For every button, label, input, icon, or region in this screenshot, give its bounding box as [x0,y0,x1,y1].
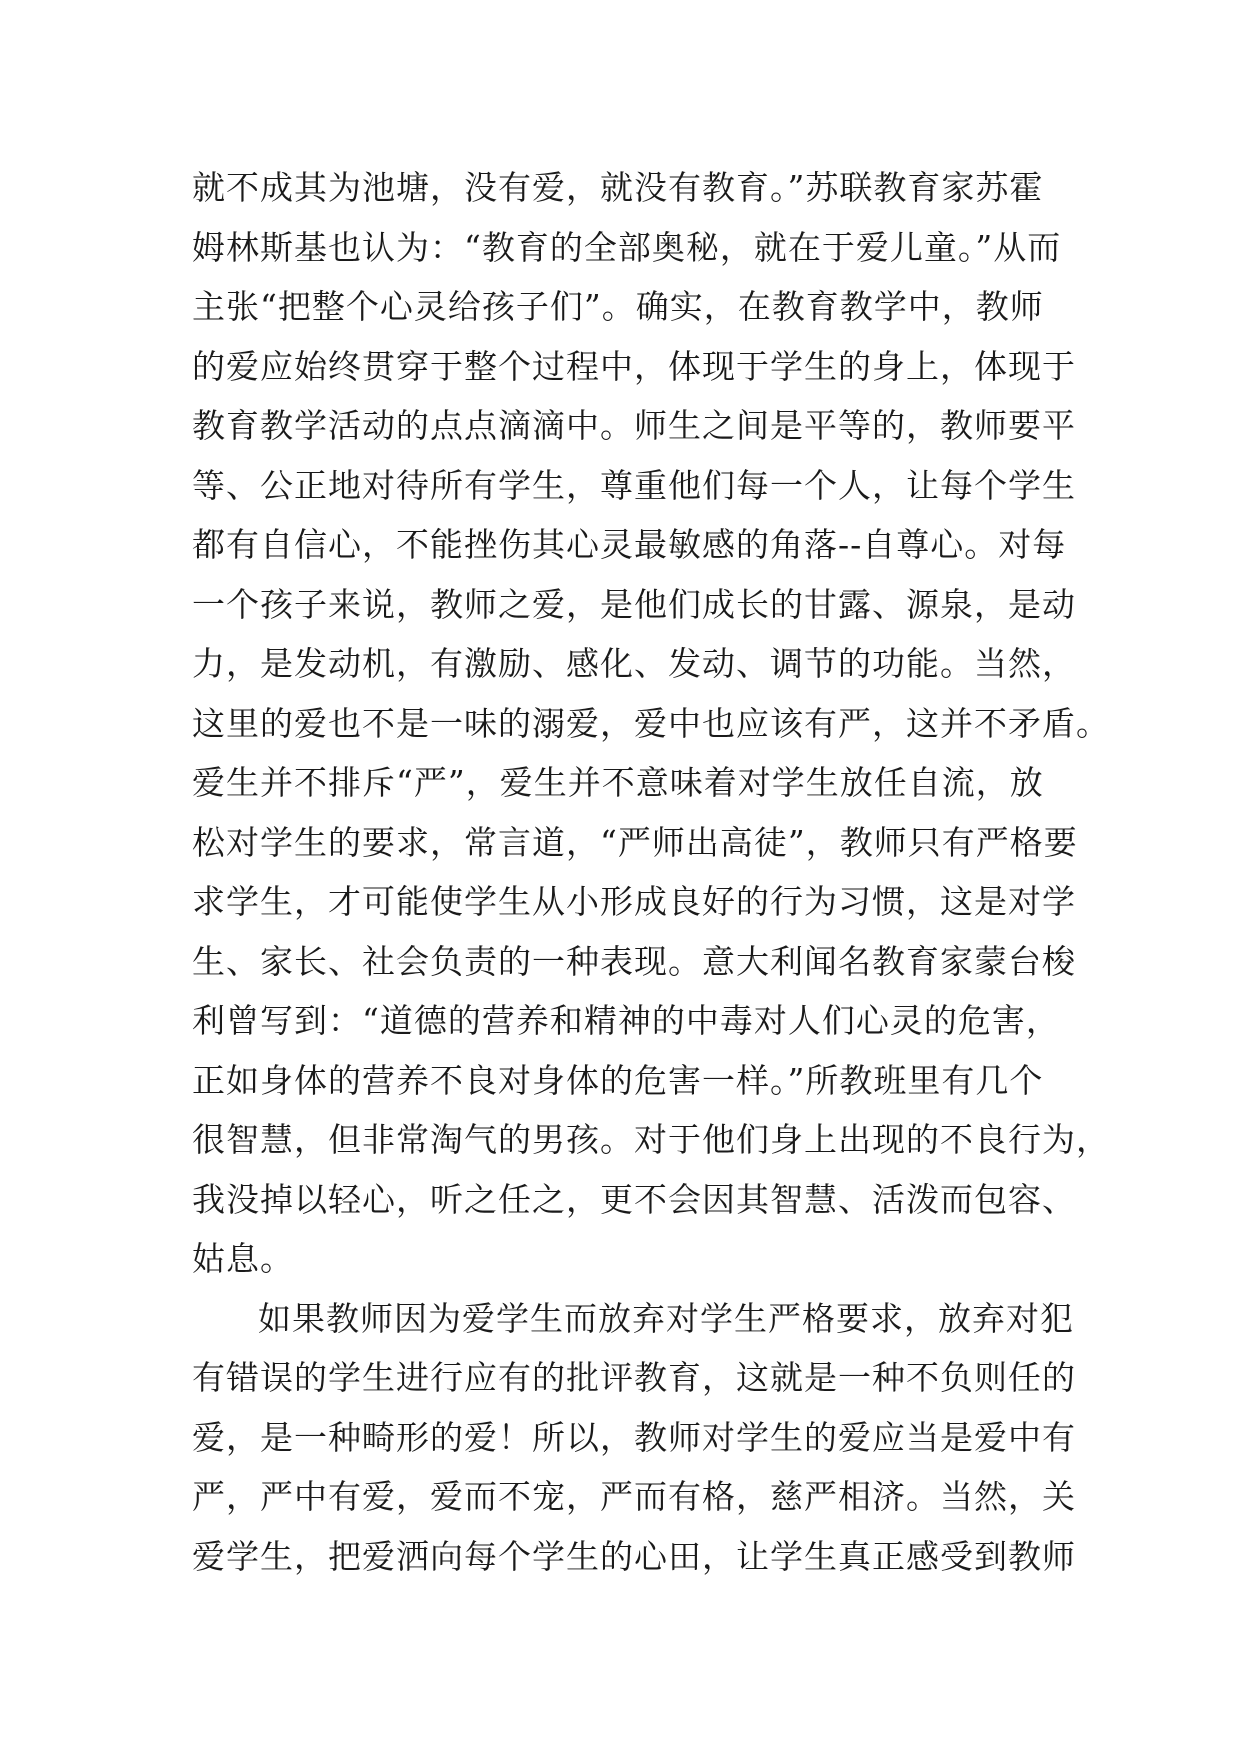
text-line: 严，严中有爱，爱而不宠，严而有格，慈严相济。当然，关 [192,1477,1076,1516]
text-line: 爱学生，把爱洒向每个学生的心田，让学生真正感受到教师 [192,1536,1076,1576]
text-line: 利曾写到：“道德的营养和精神的中毒对人们心灵的危害， [192,1001,1060,1040]
text-line: 我没掉以轻心，听之任之，更不会因其智慧、活泼而包容、 [192,1179,1076,1219]
text-line: 有错误的学生进行应有的批评教育，这就是一种不负则任的 [192,1358,1076,1397]
text-line: 生、家长、社会负责的一种表现。意大利闻名教育家蒙台梭 [192,941,1076,981]
text-line: 主张“把整个心灵给孩子们”。确实，在教育教学中，教师 [192,287,1044,326]
text-line: 姆林斯基也认为：“教育的全部奥秘，就在于爱儿童。”从而 [192,227,1062,267]
text-line: 一个孩子来说，教师之爱，是他们成长的甘露、源泉，是动 [192,584,1076,624]
text-line: 姑息。 [192,1239,294,1278]
text-line: 的爱应始终贯穿于整个过程中，体现于学生的身上，体现于 [192,346,1076,386]
text-line: 这里的爱也不是一味的溺爱，爱中也应该有严，这并不矛盾。 [192,703,1110,743]
text-line: 求学生，才可能使学生从小形成良好的行为习惯，这是对学 [192,882,1076,921]
text-line: 就不成其为池塘，没有爱，就没有教育。”苏联教育家苏霍 [192,168,1044,207]
text-line: 爱，是一种畸形的爱！所以，教师对学生的爱应当是爱中有 [192,1417,1076,1457]
paragraph [192,1289,1076,1587]
paragraph [192,158,1110,1289]
text-line: 都有自信心，不能挫伤其心灵最敏感的角落--自尊心。对每 [192,525,1067,564]
text-line: 正如身体的营养不良对身体的危害一样。”所教班里有几个 [192,1060,1044,1100]
text-line: 力，是发动机，有激励、感化、发动、调节的功能。当然， [192,644,1076,683]
text-line: 教育教学活动的点点滴滴中。师生之间是平等的，教师要平 [192,406,1076,445]
text-line: 爱生并不排斥“严”，爱生并不意味着对学生放任自流，放 [192,763,1044,802]
body-text [192,158,1110,1586]
text-line: 等、公正地对待所有学生，尊重他们每一个人，让每个学生 [192,465,1076,505]
text-line: 如果教师因为爱学生而放弃对学生严格要求，放弃对犯 [258,1298,1074,1338]
text-line: 很智慧，但非常淘气的男孩。对于他们身上出现的不良行为， [192,1120,1110,1159]
text-line: 松对学生的要求，常言道，“严师出高徒”，教师只有严格要 [192,822,1078,862]
